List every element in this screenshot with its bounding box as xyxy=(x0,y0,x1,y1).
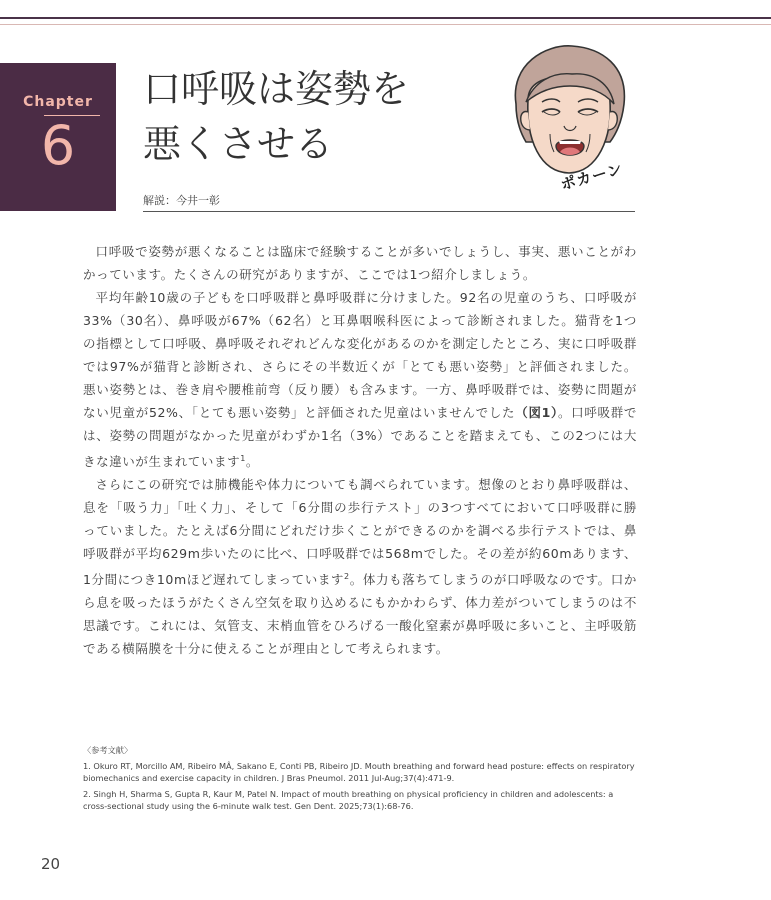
body-paragraph-3-part2: 。体力も落ちてしまうのが口呼吸なのです。口から息を吸ったほうがたくさん空気を取り込めるにもかかわらず、体力差がついてしまうのは不思議です。これには、気管支、末梢血管をひろげる一酸化窒素が鼻呼吸に多いこと、主呼吸筋である横隔膜を十分に使えることが理由として考えられます。 xyxy=(83,572,638,657)
body-paragraph-1: 口呼吸で姿勢が悪くなることは臨床で経験することが多いでしょうし、事実、悪いことがわかっています。たくさんの研究がありますが、ここでは1つ紹介しましょう。 xyxy=(83,244,637,282)
chapter-title-line2: 悪くさせる xyxy=(143,122,334,166)
body-paragraph-3 xyxy=(83,473,637,660)
references-heading: 〈参考文献〉 xyxy=(83,745,133,755)
chapter-number: 6 xyxy=(40,114,76,177)
reference-item-2: 2. Singh H, Sharma S, Gupta R, Kaur M, Patel N. Impact of mouth breathing on physical proficiency in children and adolescents: a cross-sectional study using the 6-minute walk test. Gen Dent. 2025;73(1):68-76. xyxy=(83,789,614,811)
title-divider xyxy=(143,211,635,212)
top-border-light xyxy=(0,24,771,25)
body-paragraph-2-part1: 平均年齢10歳の子どもを口呼吸群と鼻呼吸群に分けました。92名の児童のうち、口呼吸が33%（30名）、鼻呼吸が67%（62名）と耳鼻咽喉科医によって診断されました。猫背を1つの指標として口呼吸、鼻呼吸それぞれどんな変化があるのかを測定したところ、実に口呼吸群では97%が猫背と診断され、さらにその半数近くが「とても悪い姿勢」と評価されました。悪い姿勢とは、巻き肩や腰椎前弯（反り腰）も含みます。一方、鼻呼吸群では、姿勢に問題がない児童が52%、「とても悪い姿勢」と評価された児童はいませんでした xyxy=(83,290,637,420)
citation-1: 1 xyxy=(240,454,246,463)
citation-2: 2 xyxy=(344,572,350,582)
body-paragraph-2-part2: 。口呼吸群では、姿勢の問題がなかった児童がわずか1名（3%）であることを踏まえても、この2つには大きな違いが生まれています xyxy=(83,405,637,470)
article-body xyxy=(83,240,637,660)
body-paragraph-2 xyxy=(83,286,637,473)
top-border-dark xyxy=(0,17,771,19)
reference-item-1: 1. Okuro RT, Morcillo AM, Ribeiro MÂ, Sakano E, Conti PB, Ribeiro JD. Mouth breathing and forward head posture: effects on respiratory biomechanics and exercise capacity in children. J Bras Pneumol. 2011 Jul-Aug;37(4):471-9. xyxy=(83,761,635,783)
body-paragraph-3-part1: さらにこの研究では肺機能や体力についても調べられています。想像のとおり鼻呼吸群は、息を「吸う力」「吐く力」、そして「6分間の歩行テスト」の3つすべてにおいて口呼吸群に勝っていました。たとえば6分間にどれだけ歩くことができるのかを調べる歩行テストでは、鼻呼吸群が平均629m歩いたのに比べ、口呼吸群では568mでした。その差が約60mあります、1分間につき10mほど遅れてしまっています xyxy=(83,477,637,588)
figure-reference: （図1） xyxy=(515,405,558,420)
references-section xyxy=(83,744,637,816)
chapter-label: Chapter xyxy=(23,94,93,110)
page-number: 20 xyxy=(41,855,61,873)
chapter-title-line1: 口呼吸は姿勢を xyxy=(143,67,410,111)
gaping-mouth-face-icon xyxy=(506,42,632,178)
illustration-caption: ポカーン xyxy=(558,159,625,194)
chapter-title xyxy=(143,62,503,172)
author-credit: 解説：今井一彰 xyxy=(143,194,220,207)
body-paragraph-2-end: 。 xyxy=(245,454,260,470)
